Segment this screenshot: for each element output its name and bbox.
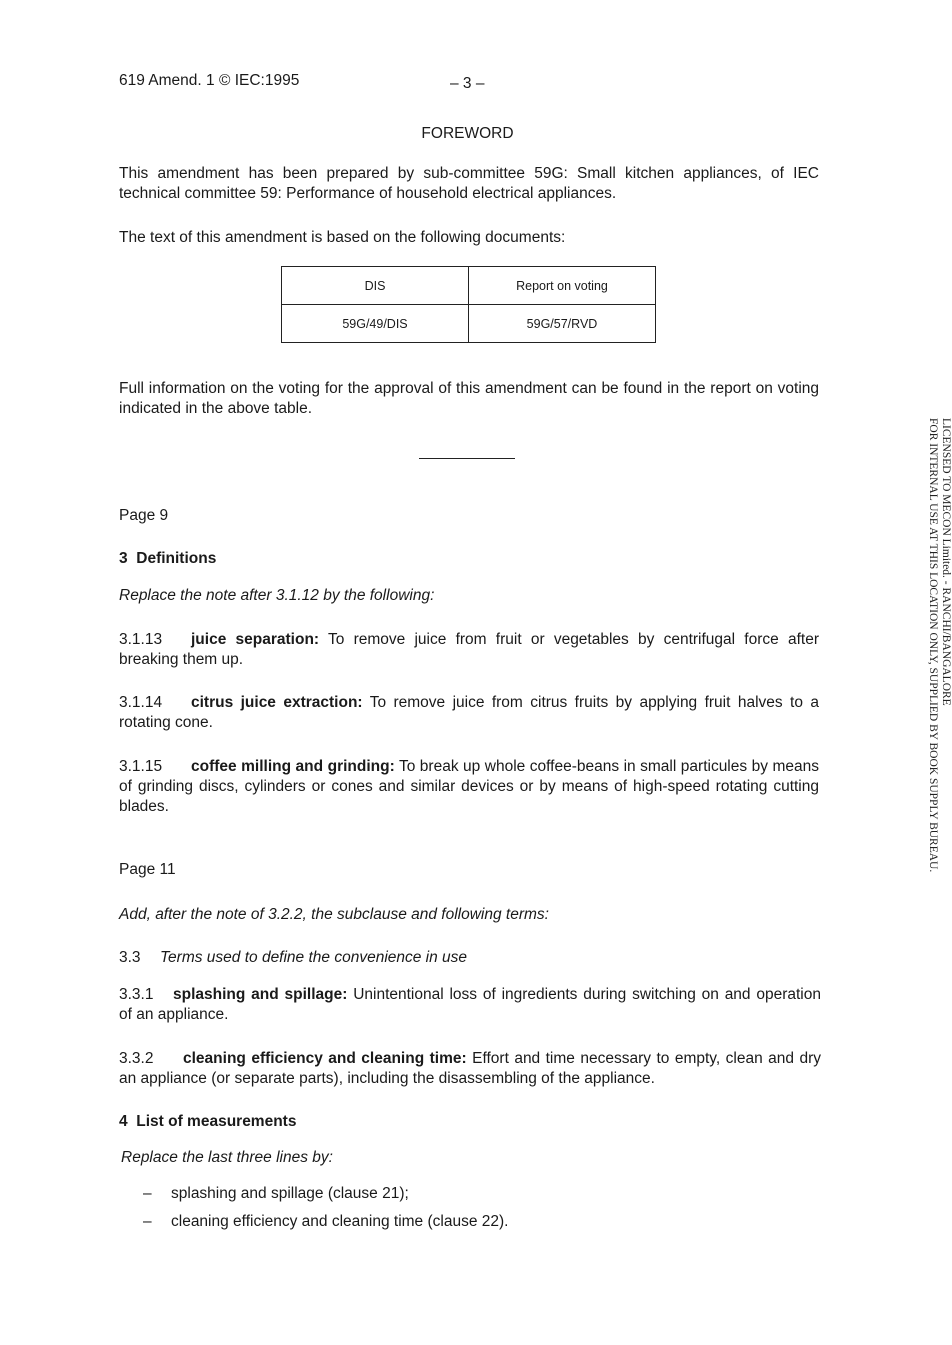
definition-3-1-15	[119, 757, 819, 817]
table-cell-dis: 59G/49/DIS	[282, 305, 469, 343]
term-name: juice separation:	[191, 631, 320, 648]
page-11-label: Page 11	[119, 861, 176, 878]
definition-3-1-13	[119, 630, 819, 670]
table-row	[282, 305, 656, 343]
definition-3-3-1	[119, 985, 821, 1025]
list-item-text: cleaning efficiency and cleaning time (clause 22).	[171, 1213, 509, 1230]
table-header-row	[282, 267, 656, 305]
section-4-heading	[119, 1112, 296, 1132]
list-item	[119, 1212, 719, 1232]
term-number: 3.3.1	[119, 986, 154, 1003]
term-definition: Unintentional loss of ingredients during switching on and operation of an appliance.	[119, 986, 821, 1023]
term-name: coffee milling and grinding:	[191, 758, 395, 775]
documents-table	[281, 266, 656, 343]
term-name: splashing and spillage:	[173, 986, 348, 1003]
foreword-paragraph-3: Full information on the voting for the approval of this amendment can be found in the report on voting indicated in the above table.	[119, 380, 819, 417]
term-number: 3.1.14	[119, 694, 163, 711]
license-notice-line-2: FOR INTERNAL USE AT THIS LOCATION ONLY, SUPPLIED BY BOOK SUPPLY BUREAU.	[927, 418, 939, 873]
section-4-number: 4	[119, 1113, 128, 1130]
page-9-label: Page 9	[119, 507, 169, 524]
license-notice	[918, 418, 952, 938]
page-11-instruction-2: Replace the last three lines by:	[121, 1149, 333, 1166]
definition-3-3-2	[119, 1049, 821, 1089]
section-3-title: Definitions	[136, 550, 217, 567]
term-name: citrus juice extraction:	[191, 694, 363, 711]
page-11-instruction: Add, after the note of 3.2.2, the subclause and following terms:	[119, 906, 549, 923]
subclause-number: 3.3	[119, 949, 141, 966]
term-number: 3.1.13	[119, 631, 163, 648]
subclause-3-3	[119, 948, 467, 968]
term-definition: To break up whole coffee-beans in small particules by means of grinding discs, cylinders or cones and similar devices or by means of high-speed rotating cutting blades.	[119, 758, 819, 815]
table-header-report: Report on voting	[469, 267, 656, 305]
license-notice-line-1: LICENSED TO MECON Limited. - RANCHI/BANGALORE	[940, 418, 952, 706]
page-9-instruction: Replace the note after 3.1.12 by the following:	[119, 587, 435, 604]
term-number: 3.1.15	[119, 758, 163, 775]
subclause-title: Terms used to define the convenience in use	[160, 949, 468, 966]
table-header-dis: DIS	[282, 267, 469, 305]
term-name: cleaning efficiency and cleaning time:	[183, 1050, 467, 1067]
document-reference: 619 Amend. 1 © IEC:1995	[119, 72, 300, 89]
list-dash: –	[143, 1185, 152, 1202]
foreword-paragraph-2: The text of this amendment is based on the following documents:	[119, 229, 566, 246]
term-definition: To remove juice from fruit or vegetables by centrifugal force after breaking them up.	[119, 631, 819, 668]
page-number: – 3 –	[450, 75, 485, 92]
section-3-heading	[119, 549, 216, 569]
term-number: 3.3.2	[119, 1050, 154, 1067]
table-cell-rvd: 59G/57/RVD	[469, 305, 656, 343]
foreword-paragraph-1: This amendment has been prepared by sub-committee 59G: Small kitchen appliances, of IEC technical committee 59: Performance of household electrical appliances.	[119, 165, 819, 202]
term-definition: To remove juice from citrus fruits by applying fruit halves to a rotating cone.	[119, 694, 819, 731]
section-3-number: 3	[119, 550, 128, 567]
definition-3-1-14	[119, 693, 819, 733]
list-item-text: splashing and spillage (clause 21);	[171, 1185, 409, 1202]
term-definition: Effort and time necessary to empty, clean and dry an appliance (or separate parts), including the disassembling of the appliance.	[119, 1050, 821, 1087]
foreword-title: FOREWORD	[421, 125, 514, 142]
list-dash: –	[143, 1213, 152, 1230]
section-4-title: List of measurements	[136, 1113, 297, 1130]
section-divider	[419, 458, 515, 459]
list-item	[119, 1184, 719, 1204]
